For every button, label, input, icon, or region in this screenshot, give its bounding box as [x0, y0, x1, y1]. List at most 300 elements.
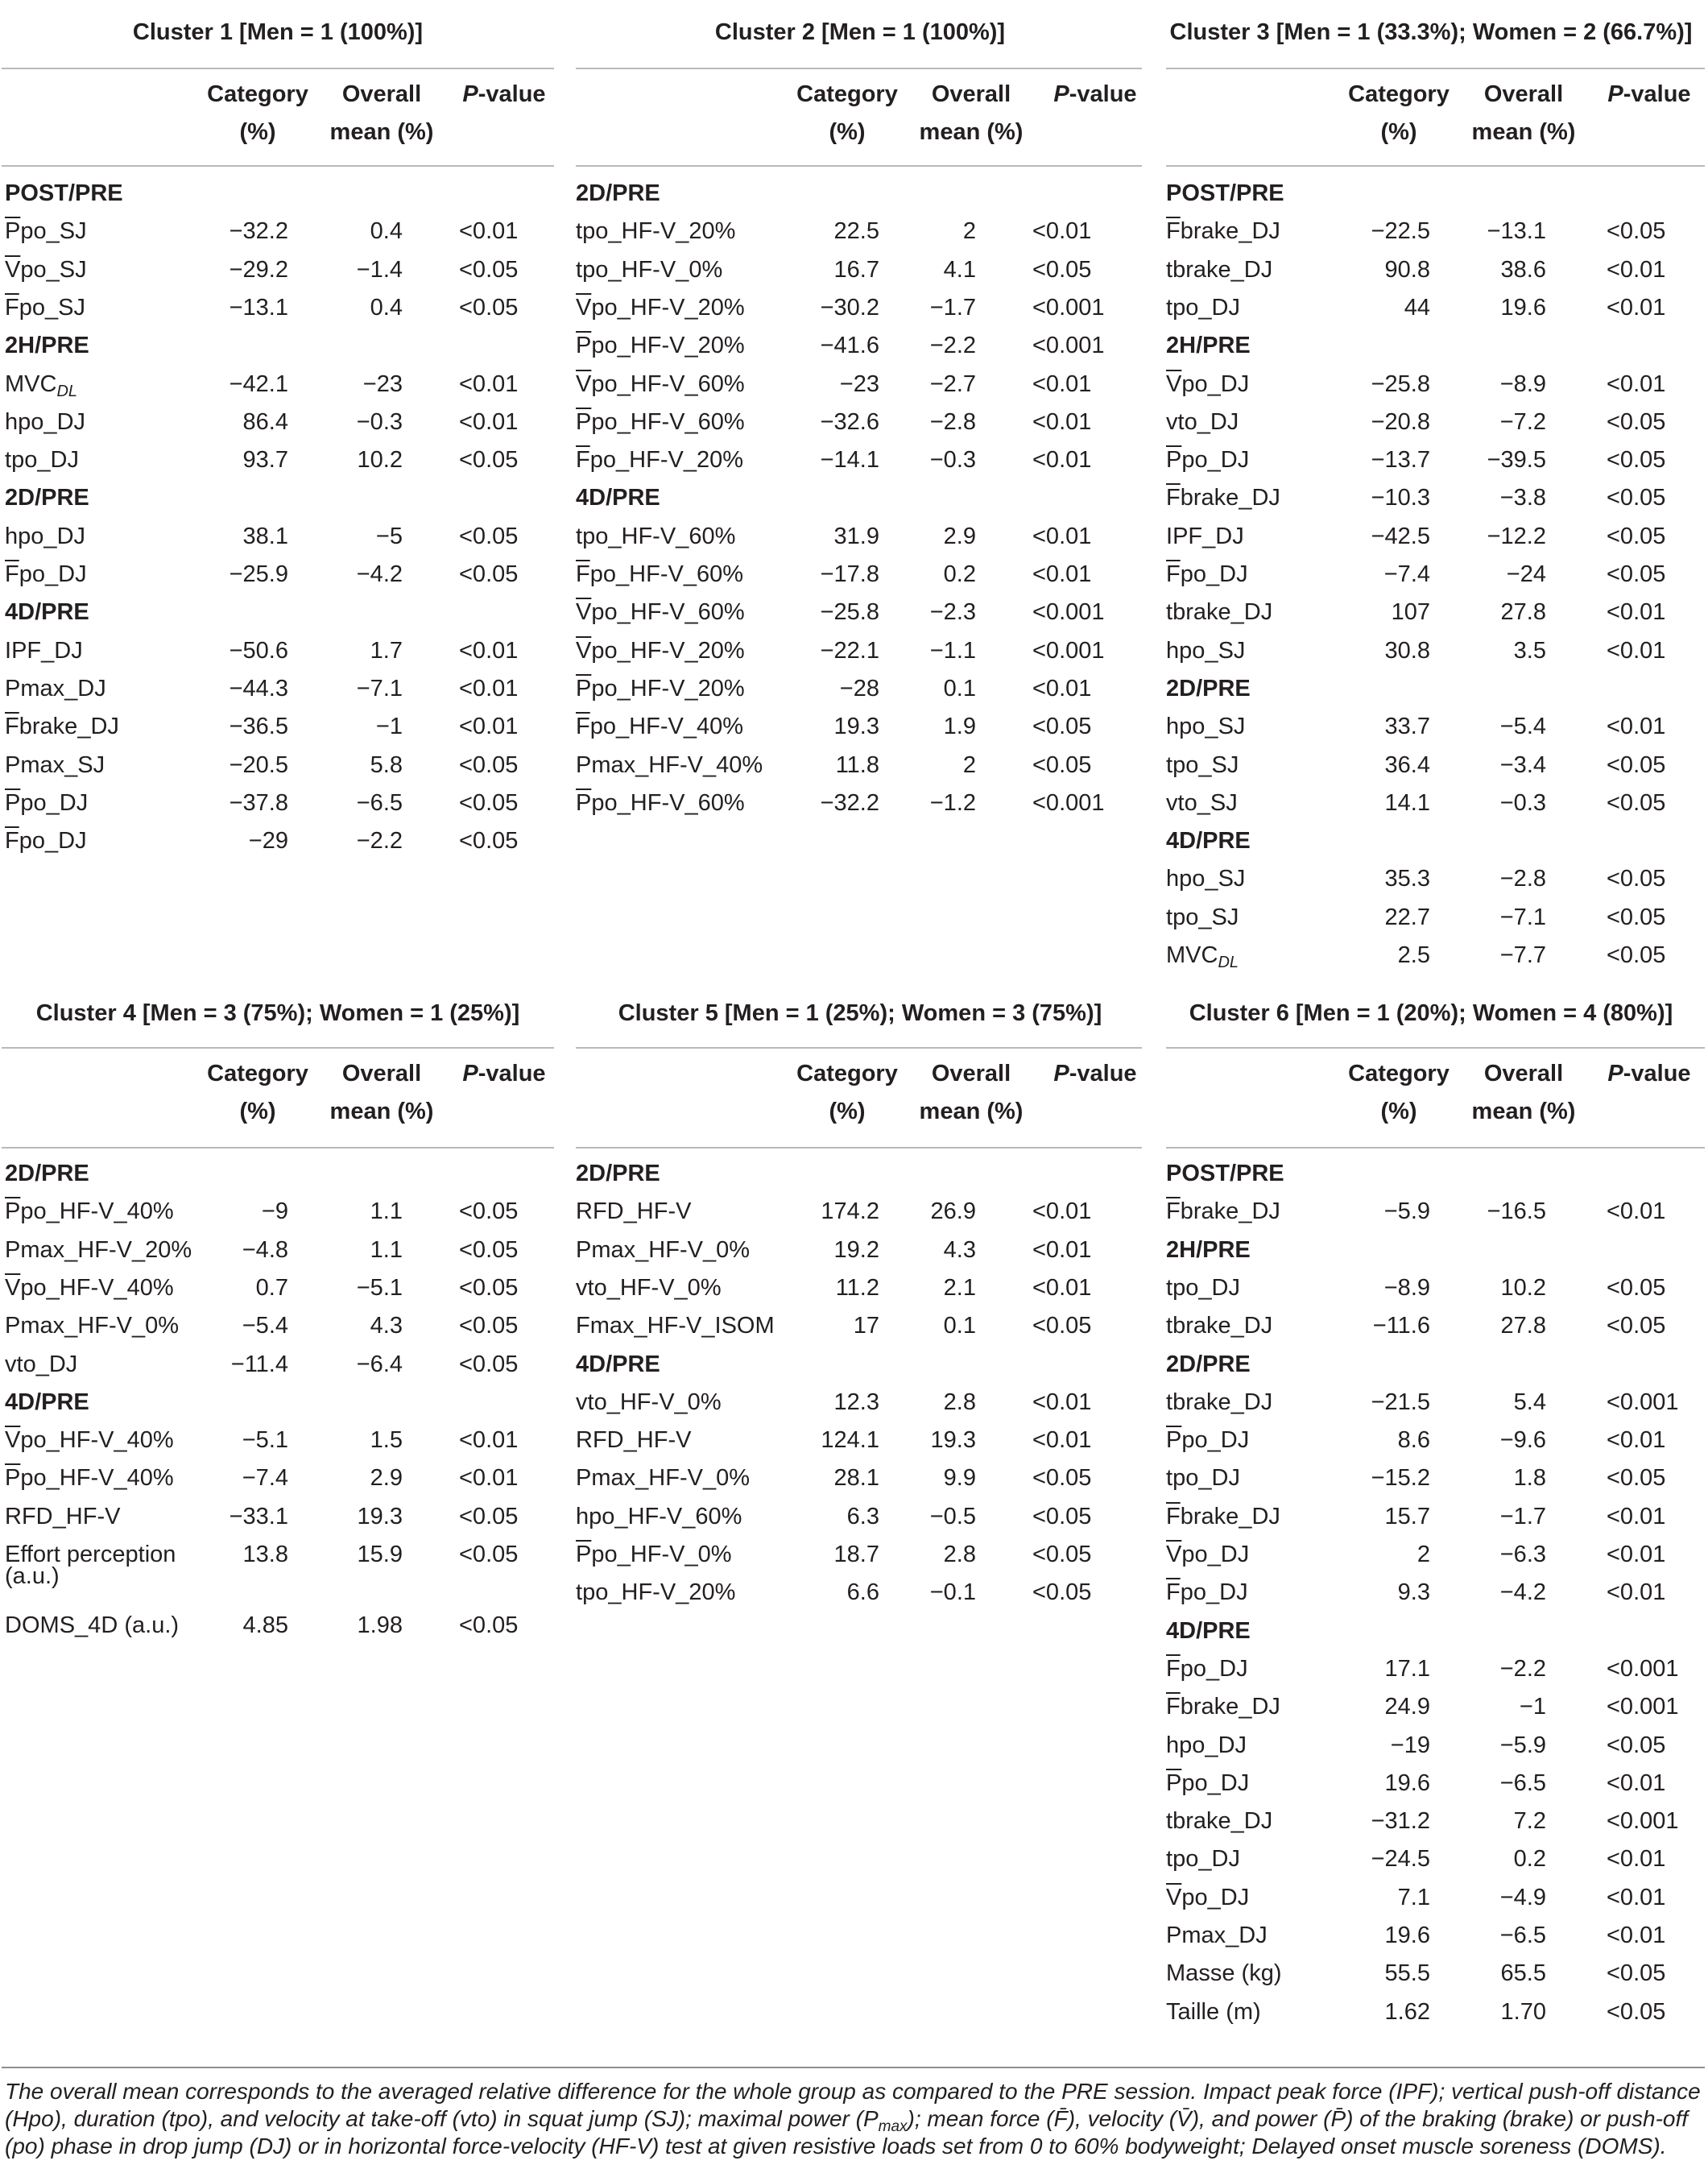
category-value: 2.5 — [1397, 942, 1430, 968]
overall-mean-value: −5 — [375, 523, 403, 549]
overall-mean-value: −0.3 — [356, 408, 403, 435]
category-value: −22.1 — [820, 637, 879, 664]
row-label: $\overline{P}po\_DJ$ — [1166, 1769, 1250, 1796]
overall-mean-value: −0.5 — [929, 1503, 976, 1529]
overall-mean-value: 27.8 — [1500, 599, 1546, 626]
p-value: <0.05 — [1607, 1313, 1666, 1339]
table-rule — [2, 1047, 554, 1049]
p-value: <0.01 — [1607, 637, 1666, 664]
overall-mean-header: Overall mean (%) — [1471, 1061, 1576, 1124]
overall-mean-value: −1 — [1519, 1694, 1546, 1720]
row-label: hpo_DJ — [5, 523, 86, 549]
row-label: tpo_HF-V_20% — [576, 1579, 736, 1606]
row-label: $\overline{V}po\_DJ$ — [1166, 370, 1250, 397]
overall-mean-value: 0.2 — [943, 561, 976, 587]
section-label: 2D/PRE — [1166, 675, 1251, 702]
table-rule — [2, 165, 554, 167]
p-value-header: P-value — [462, 1061, 546, 1086]
p-value: <0.01 — [1032, 447, 1092, 474]
p-value-header: P-value — [1607, 81, 1691, 107]
overall-mean-value: −1 — [375, 714, 403, 740]
section-label: POST/PRE — [5, 180, 123, 206]
overall-mean-value: −5.1 — [356, 1274, 403, 1301]
p-value: <0.05 — [1607, 904, 1666, 930]
row-label: vto_DJ — [1166, 408, 1239, 435]
p-value: <0.05 — [459, 828, 519, 855]
overall-mean-value: −4.2 — [356, 561, 403, 587]
row-label: $\overline{F}po\_HF-V\_60\%$ — [576, 561, 744, 587]
category-value: −21.5 — [1371, 1389, 1430, 1415]
overall-mean-value: 0.2 — [1513, 1846, 1546, 1873]
p-value: <0.05 — [459, 523, 519, 549]
overall-mean-value: −2.2 — [1499, 1655, 1546, 1682]
category-value: 24.9 — [1384, 1694, 1430, 1720]
p-value: <0.01 — [1607, 294, 1666, 321]
overall-mean-header: Overall mean (%) — [329, 1061, 434, 1124]
category-value: −25.8 — [1371, 370, 1430, 397]
row-label: $\overline{F}brake\_DJ$ — [1166, 1198, 1280, 1225]
category-value: −7.4 — [1383, 561, 1430, 587]
category-value: 55.5 — [1384, 1960, 1430, 1987]
overall-mean-value: 15.9 — [357, 1542, 403, 1567]
category-value: 31.9 — [833, 523, 879, 549]
p-value: <0.01 — [1032, 370, 1092, 397]
row-label: $\overline{F}po\_HF-V\_40\%$ — [576, 714, 744, 740]
row-label: $MVC_{DL}$ — [1166, 942, 1239, 971]
category-value: −22.5 — [1371, 218, 1430, 245]
category-value: −5.4 — [242, 1313, 288, 1339]
p-value: <0.05 — [1032, 751, 1092, 778]
category-value: −13.7 — [1371, 447, 1430, 474]
p-value: <0.05 — [459, 789, 519, 816]
overall-mean-value: 2 — [962, 751, 976, 778]
category-value: 107 — [1391, 599, 1430, 626]
overall-mean-value: 1.1 — [370, 1236, 403, 1263]
row-label: RFD_HF-V — [5, 1503, 121, 1529]
row-label: $\overline{V}po\_HF-V\_40\%$ — [5, 1427, 174, 1454]
row-label: $\overline{F}brake\_DJ$ — [1166, 1503, 1280, 1529]
category-value: 6.6 — [846, 1579, 879, 1606]
category-value: 30.8 — [1384, 637, 1430, 664]
category-value: −32.2 — [820, 789, 879, 816]
section-label: 4D/PRE — [576, 1351, 660, 1377]
p-value: <0.05 — [1032, 1465, 1092, 1492]
overall-mean-value: 5.4 — [1513, 1389, 1546, 1415]
overall-mean-value: −2.3 — [929, 599, 976, 626]
panel-title: Cluster 1 [Men = 1 (100%)] — [132, 19, 424, 45]
overall-mean-value: −2.7 — [929, 370, 976, 397]
category-value: 36.4 — [1384, 751, 1430, 778]
category-value: −24.5 — [1371, 1846, 1430, 1873]
category-value: 28.1 — [833, 1465, 879, 1492]
overall-mean-value: −3.4 — [1499, 751, 1546, 778]
category-value: −42.5 — [1371, 523, 1430, 549]
row-label: tbrake_DJ — [1166, 1808, 1273, 1835]
p-value: <0.05 — [1607, 1732, 1666, 1758]
row-label: $\overline{V}po\_DJ$ — [1166, 1542, 1250, 1567]
section-label: 2D/PRE — [1166, 1351, 1251, 1377]
overall-mean-value: 9.9 — [943, 1465, 976, 1492]
row-label: $\overline{F}brake\_DJ$ — [1166, 485, 1280, 511]
panel-title: Cluster 3 [Men = 1 (33.3%); Women = 2 (66.7%)] — [1169, 19, 1693, 45]
section-label: 4D/PRE — [1166, 1617, 1251, 1644]
overall-mean-value: 10.2 — [1500, 1274, 1546, 1301]
row-label: vto_DJ — [5, 1351, 78, 1377]
category-value: −11.4 — [230, 1351, 288, 1377]
category-value: −10.3 — [1371, 485, 1430, 511]
section-label: 2H/PRE — [1166, 1236, 1251, 1263]
p-value: <0.05 — [1607, 485, 1666, 511]
row-label: $\overline{P}po\_DJ$ — [1166, 447, 1250, 474]
overall-mean-value: −23 — [362, 370, 403, 397]
row-label: vto_HF-V_0% — [576, 1389, 722, 1415]
row-label: Pmax_HF-V_40% — [576, 751, 763, 778]
p-value: <0.001 — [1607, 1655, 1679, 1682]
overall-mean-value: 3.5 — [1513, 637, 1546, 664]
category-value: 0.7 — [255, 1274, 288, 1301]
p-value: <0.01 — [1032, 218, 1092, 245]
p-value: <0.05 — [1032, 1313, 1092, 1339]
p-value: <0.05 — [1607, 447, 1666, 474]
row-label: Taille (m) — [1166, 1998, 1261, 2025]
p-value-header: P-value — [1053, 81, 1137, 107]
row-label: tpo_HF-V_60% — [576, 523, 736, 549]
row-label: hpo_SJ — [1166, 866, 1246, 892]
category-value: −11.6 — [1372, 1313, 1430, 1339]
p-value: <0.01 — [1032, 1389, 1092, 1415]
category-header: Category (%) — [796, 81, 898, 145]
p-value: <0.01 — [459, 370, 519, 397]
p-value: <0.001 — [1607, 1808, 1679, 1835]
overall-mean-value: −2.2 — [356, 828, 403, 855]
p-value: <0.05 — [1607, 1960, 1666, 1987]
section-label: 4D/PRE — [576, 485, 660, 511]
section-label: POST/PRE — [1166, 180, 1284, 206]
category-value: −9 — [261, 1198, 288, 1225]
overall-mean-value: −0.3 — [929, 447, 976, 474]
p-value: <0.001 — [1607, 1694, 1679, 1720]
row-label: tbrake_DJ — [1166, 256, 1273, 283]
row-label: $\overline{P}po\_HF-V\_20\%$ — [576, 333, 745, 359]
p-value: <0.01 — [459, 675, 519, 702]
row-label: $\overline{V}po\_HF-V\_60\%$ — [576, 370, 745, 397]
p-value: <0.05 — [1607, 408, 1666, 435]
row-label: hpo_SJ — [1166, 714, 1246, 740]
table-rule — [1166, 68, 1705, 69]
category-value: 19.6 — [1384, 1923, 1430, 1948]
row-label: $\overline{P}po\_DJ$ — [5, 789, 89, 816]
overall-mean-value: −16.5 — [1487, 1198, 1546, 1225]
p-value-header: P-value — [1053, 1061, 1137, 1086]
row-label: $MVC_{DL}$ — [5, 370, 78, 400]
row-label: RFD_HF-V — [576, 1427, 692, 1454]
row-label: $\overline{F}po\_DJ$ — [1166, 561, 1248, 587]
panel-title: Cluster 6 [Men = 1 (20%); Women = 4 (80%)] — [1189, 1000, 1673, 1026]
p-value: <0.05 — [1032, 1542, 1092, 1567]
section-label: POST/PRE — [1166, 1161, 1284, 1186]
overall-mean-value: 19.6 — [1500, 294, 1546, 321]
category-header: Category (%) — [207, 81, 308, 145]
p-value: <0.01 — [459, 1465, 519, 1492]
category-value: −33.1 — [229, 1503, 288, 1529]
p-value: <0.01 — [1032, 561, 1092, 587]
row-label: $\overline{F}brake\_DJ$ — [5, 714, 119, 740]
section-label: 2D/PRE — [576, 180, 660, 206]
overall-mean-value: −7.7 — [1499, 942, 1546, 968]
overall-mean-value: −0.3 — [1499, 789, 1546, 816]
overall-mean-value: 2.8 — [943, 1389, 976, 1415]
row-label: $\overline{V}po\_DJ$ — [1166, 1884, 1250, 1910]
category-value: 86.4 — [242, 408, 288, 435]
overall-mean-header: Overall mean (%) — [1471, 81, 1576, 145]
row-label: IPF_DJ — [1166, 523, 1244, 549]
category-value: 13.8 — [242, 1542, 288, 1567]
p-value: <0.05 — [459, 751, 519, 778]
row-label: $\overline{P}po\_HF-V\_60\%$ — [576, 408, 745, 435]
row-label: Pmax_HF-V_20% — [5, 1236, 192, 1263]
overall-mean-value: 1.98 — [357, 1612, 403, 1638]
row-label: $\overline{F}po\_SJ$ — [5, 294, 85, 321]
p-value: <0.001 — [1032, 599, 1105, 626]
p-value: <0.05 — [1607, 866, 1666, 892]
category-value: 9.3 — [1397, 1579, 1430, 1606]
overall-mean-value: 19.3 — [357, 1503, 403, 1529]
table-bottom-rule — [2, 2067, 1705, 2068]
category-value: −32.6 — [820, 408, 879, 435]
overall-mean-value: −4.2 — [1499, 1579, 1546, 1606]
row-label: $\overline{V}po\_HF-V\_40\%$ — [5, 1274, 174, 1301]
category-value: −20.8 — [1371, 408, 1430, 435]
row-label: $\overline{F}po\_DJ$ — [1166, 1655, 1248, 1682]
row-label: $\overline{V}po\_HF-V\_20\%$ — [576, 637, 745, 664]
overall-mean-value: 1.9 — [943, 714, 976, 740]
overall-mean-value: −6.5 — [1499, 1923, 1546, 1948]
overall-mean-value: −7.1 — [356, 675, 403, 702]
table-rule — [576, 1047, 1142, 1049]
category-value: 11.2 — [835, 1274, 879, 1301]
row-label: hpo_DJ — [5, 408, 86, 435]
p-value: <0.001 — [1032, 637, 1105, 664]
row-label: $\overline{P}po\_SJ$ — [5, 218, 87, 245]
category-value: −29.2 — [229, 256, 288, 283]
p-value: <0.05 — [1607, 751, 1666, 778]
row-label: tpo_DJ — [1166, 1274, 1240, 1301]
table-rule — [1166, 1147, 1705, 1149]
category-header: Category (%) — [796, 1061, 898, 1124]
row-label: $\overline{F}po\_DJ$ — [5, 561, 87, 587]
category-value: −30.2 — [820, 294, 879, 321]
row-label: IPF_DJ — [5, 637, 83, 664]
category-value: 18.7 — [833, 1542, 879, 1567]
category-value: 17.1 — [1384, 1655, 1430, 1682]
p-value: <0.05 — [459, 1612, 519, 1638]
p-value: <0.01 — [1607, 1769, 1666, 1796]
p-value: <0.001 — [1607, 1389, 1679, 1415]
p-value: <0.01 — [1032, 1236, 1092, 1263]
row-label: tpo_DJ — [5, 447, 79, 474]
overall-mean-value: 2.8 — [943, 1542, 976, 1567]
overall-mean-header: Overall mean (%) — [329, 81, 434, 145]
row-label: $\overline{V}po\_SJ$ — [5, 256, 87, 283]
overall-mean-value: −3.8 — [1499, 485, 1546, 511]
row-label: tbrake_DJ — [1166, 1313, 1273, 1339]
overall-mean-value: −9.6 — [1499, 1427, 1546, 1454]
row-label: $\overline{V}po\_HF-V\_20\%$ — [576, 294, 745, 321]
overall-mean-value: −13.1 — [1487, 218, 1546, 245]
p-value: <0.05 — [1607, 942, 1666, 968]
p-value: <0.01 — [459, 408, 519, 435]
category-value: −25.9 — [229, 561, 288, 587]
category-value: −42.1 — [229, 370, 288, 397]
p-value: <0.05 — [1032, 714, 1092, 740]
category-value: 124.1 — [821, 1427, 879, 1454]
category-value: 44 — [1404, 294, 1430, 321]
table-footnote: The overall mean corresponds to the averaged relative difference for the whole group as compared to the PRE session. Impact peak force (IPF); vertical push-off distance (Hpo), duration (tpo), and velocity at take-off (vto) in squat jump (SJ); maximal power $(P_{max})$; mean force (F̄), velocity (V̄), and power (P̄) of the braking (brake) or push-off (po) phase in drop jump (DJ) or in horizontal force-velocity (HF-V) test at given resistive loads set from 0 to 60% bodyweight; Delayed onset muscle soreness (DOMS). — [5, 2079, 1701, 2159]
overall-mean-value: −1.7 — [929, 294, 976, 321]
overall-mean-value: 26.9 — [930, 1198, 976, 1225]
p-value: <0.01 — [1607, 1542, 1666, 1567]
panel-title: Cluster 4 [Men = 3 (75%); Women = 1 (25%)] — [35, 1000, 520, 1026]
category-value: −32.2 — [229, 218, 288, 245]
overall-mean-value: 0.1 — [943, 1313, 976, 1339]
row-label: Effort perception — [5, 1542, 176, 1567]
overall-mean-value: −39.5 — [1487, 447, 1546, 474]
table-rule — [2, 68, 554, 69]
p-value: <0.01 — [459, 1427, 519, 1454]
p-value: <0.01 — [1032, 408, 1092, 435]
category-value: 17 — [853, 1313, 879, 1339]
p-value: <0.01 — [1032, 1198, 1092, 1225]
category-value: −29 — [248, 828, 288, 855]
p-value: <0.05 — [1607, 789, 1666, 816]
row-label: $\overline{F}po\_HF-V\_20\%$ — [576, 447, 744, 474]
row-label: tpo_HF-V_20% — [576, 218, 736, 245]
p-value: <0.05 — [459, 256, 519, 283]
row-label: DOMS_4D (a.u.) — [5, 1612, 180, 1638]
category-value: 1.62 — [1384, 1998, 1430, 2025]
row-label: vto_SJ — [1166, 789, 1238, 816]
category-value: 11.8 — [835, 751, 879, 778]
overall-mean-value: −6.4 — [356, 1351, 403, 1377]
p-value: <0.01 — [1607, 1884, 1666, 1910]
p-value: <0.05 — [1607, 1274, 1666, 1301]
p-value: <0.05 — [459, 1274, 519, 1301]
row-label: RFD_HF-V — [576, 1198, 692, 1225]
overall-mean-value: −4.9 — [1499, 1884, 1546, 1910]
row-label: tbrake_DJ — [1166, 599, 1273, 626]
category-value: 22.7 — [1384, 904, 1430, 930]
p-value: <0.05 — [459, 1198, 519, 1225]
category-value: 33.7 — [1384, 714, 1430, 740]
section-label: 4D/PRE — [1166, 828, 1251, 855]
p-value: <0.05 — [1032, 256, 1092, 283]
row-label: $\overline{F}brake\_DJ$ — [1166, 1694, 1280, 1720]
overall-mean-header: Overall mean (%) — [919, 1061, 1024, 1124]
overall-mean-value: 10.2 — [357, 447, 403, 474]
overall-mean-value: 1.8 — [1513, 1465, 1546, 1492]
overall-mean-value: −7.1 — [1499, 904, 1546, 930]
overall-mean-value: −6.3 — [1499, 1542, 1546, 1567]
overall-mean-value: −2.2 — [929, 333, 976, 359]
overall-mean-value: 1.70 — [1500, 1998, 1546, 2025]
p-value: <0.01 — [1032, 675, 1092, 702]
overall-mean-value: −0.1 — [929, 1579, 976, 1606]
table-rule — [2, 1147, 554, 1149]
overall-mean-value: −8.9 — [1499, 370, 1546, 397]
category-value: 19.6 — [1384, 1769, 1430, 1796]
category-value: −19 — [1390, 1732, 1430, 1758]
category-value: 2 — [1416, 1542, 1430, 1567]
category-value: −36.5 — [229, 714, 288, 740]
category-value: 7.1 — [1397, 1884, 1430, 1910]
p-value: <0.001 — [1032, 294, 1105, 321]
row-label: tpo_DJ — [1166, 1846, 1240, 1873]
p-value: <0.05 — [459, 1503, 519, 1529]
row-label: tpo_SJ — [1166, 904, 1239, 930]
row-label: Masse (kg) — [1166, 1960, 1282, 1987]
overall-mean-value: −2.8 — [929, 408, 976, 435]
overall-mean-value: −5.9 — [1499, 1732, 1546, 1758]
p-value: <0.01 — [1607, 714, 1666, 740]
category-header: Category (%) — [1348, 1061, 1450, 1124]
p-value: <0.01 — [1607, 256, 1666, 283]
overall-mean-value: 4.1 — [943, 256, 976, 283]
overall-mean-value: 27.8 — [1500, 1313, 1546, 1339]
overall-mean-value: 1.5 — [370, 1427, 403, 1454]
overall-mean-value: 2.9 — [370, 1465, 403, 1492]
p-value: <0.01 — [1032, 1427, 1092, 1454]
p-value: <0.05 — [1607, 1998, 1666, 2025]
p-value: <0.05 — [1607, 523, 1666, 549]
overall-mean-value: 1.1 — [370, 1198, 403, 1225]
section-label: 4D/PRE — [5, 1389, 89, 1415]
row-label: $\overline{P}po\_HF-V\_60\%$ — [576, 789, 745, 816]
row-label: tpo_DJ — [1166, 1465, 1240, 1492]
overall-mean-header: Overall mean (%) — [919, 81, 1024, 145]
panel-title: Cluster 2 [Men = 1 (100%)] — [714, 19, 1006, 45]
p-value: <0.05 — [1607, 1465, 1666, 1492]
p-value: <0.05 — [459, 1542, 519, 1567]
category-value: 8.6 — [1397, 1427, 1430, 1454]
overall-mean-value: 2 — [962, 218, 976, 245]
overall-mean-value: −1.2 — [929, 789, 976, 816]
overall-mean-value: −12.2 — [1487, 523, 1546, 549]
category-value: −7.4 — [242, 1465, 288, 1492]
p-value: <0.05 — [459, 1236, 519, 1263]
category-value: −31.2 — [1371, 1808, 1430, 1835]
row-label: $\overline{F}brake\_DJ$ — [1166, 218, 1280, 245]
p-value-header: P-value — [462, 81, 546, 107]
table-rule — [576, 68, 1142, 69]
p-value: <0.05 — [459, 447, 519, 474]
p-value: <0.01 — [1607, 599, 1666, 626]
row-label: Fmax_HF-V_ISOM — [576, 1313, 775, 1339]
overall-mean-value: 2.9 — [943, 523, 976, 549]
overall-mean-value: 0.1 — [943, 675, 976, 702]
overall-mean-value: −1.1 — [929, 637, 976, 664]
category-value: 12.3 — [833, 1389, 879, 1415]
category-value: 19.2 — [833, 1236, 879, 1263]
category-value: −41.6 — [820, 333, 879, 359]
category-value: −8.9 — [1383, 1274, 1430, 1301]
overall-mean-value: 5.8 — [370, 751, 403, 778]
row-label: tbrake_DJ — [1166, 1389, 1273, 1415]
table-rule — [1166, 1047, 1705, 1049]
row-label: $\overline{F}po\_DJ$ — [1166, 1579, 1248, 1606]
row-label: hpo_SJ — [1166, 637, 1246, 664]
table-rule — [576, 1147, 1142, 1149]
overall-mean-value: −1.7 — [1499, 1503, 1546, 1529]
